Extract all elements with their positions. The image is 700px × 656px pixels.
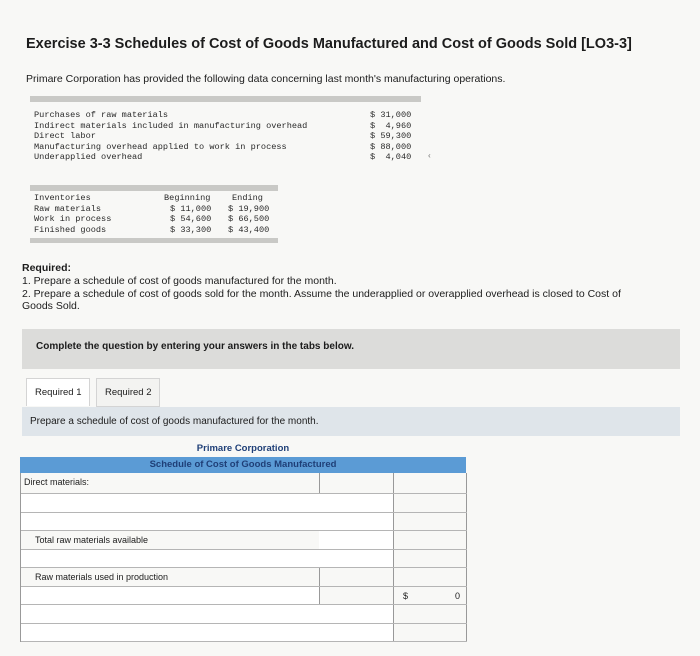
row-label: Work in process: [34, 214, 112, 224]
table-row: [34, 142, 424, 153]
amount-input[interactable]: [319, 624, 394, 642]
beginning-value: $ 11,000: [170, 203, 212, 214]
row-label: Raw materials: [34, 203, 102, 214]
label-input[interactable]: [21, 587, 320, 605]
total-cell: [394, 605, 467, 623]
ending-value: $ 43,400: [228, 224, 270, 235]
beginning-value: $ 33,300: [170, 224, 212, 235]
amount-cell: [319, 587, 394, 605]
schedule-grid: [20, 473, 467, 642]
row-value: $ 4,960: [370, 120, 412, 131]
table-row: [34, 214, 284, 225]
label-cell: [21, 473, 320, 493]
amount-input[interactable]: [319, 550, 394, 568]
schedule-row: [21, 531, 467, 550]
total-value: 0: [454, 590, 460, 601]
cursor-mark-icon: ‹: [427, 152, 432, 161]
row-value: $ 59,300: [370, 131, 412, 141]
required-item-2-line-2: Goods Sold.: [22, 300, 80, 312]
row-value: $ 31,000: [370, 110, 412, 120]
schedule-row: [21, 473, 467, 494]
amount-input[interactable]: [319, 605, 394, 623]
schedule-row: [21, 624, 467, 643]
direct-materials-label: Direct materials:: [24, 477, 90, 487]
currency-symbol: $: [403, 590, 409, 601]
tab-required-1[interactable]: Required 1: [26, 378, 90, 406]
instructions-text: Complete the question by entering your answers in the tabs below.: [36, 341, 355, 352]
intro-text: Primare Corporation has provided the following data concerning last month's manufacturing operations.: [26, 73, 506, 85]
amount-input[interactable]: [319, 494, 394, 512]
inventory-band-top: [30, 185, 278, 191]
total-cell: [394, 587, 467, 605]
ending-value: $ 66,500: [228, 214, 270, 224]
beginning-value: $ 54,600: [170, 214, 212, 224]
schedule-row: [21, 513, 467, 532]
schedule-row: [21, 587, 467, 606]
ending-value: $ 19,900: [228, 203, 270, 214]
table-row: [34, 121, 424, 132]
schedule-title: Schedule of Cost of Goods Manufactured: [149, 459, 337, 470]
row-value: $ 88,000: [370, 141, 412, 152]
schedule-row: [21, 494, 467, 513]
row-label: Underapplied overhead: [34, 152, 143, 162]
schedule-title-bar: [20, 457, 466, 473]
schedule-row: [21, 550, 467, 569]
total-cell: [394, 568, 467, 586]
col-header-beginning: Beginning: [164, 193, 211, 203]
amount-input[interactable]: [319, 531, 394, 549]
row-label: Purchases of raw materials: [34, 110, 169, 120]
raw-materials-used-label: Raw materials used in production: [35, 572, 169, 582]
table-row: [34, 110, 424, 121]
inventory-table: [34, 193, 284, 235]
table-row: [34, 225, 284, 236]
label-input[interactable]: [21, 494, 320, 512]
amount-input[interactable]: [319, 513, 394, 531]
row-value: $ 4,040: [370, 152, 412, 162]
label-input[interactable]: [21, 550, 320, 568]
label-input[interactable]: [21, 605, 320, 623]
total-cell: [394, 624, 467, 642]
inventory-band-bottom: [30, 238, 278, 243]
col-header-ending: Ending: [232, 193, 263, 203]
cost-data-table: [34, 110, 432, 163]
total-cell: [394, 513, 467, 531]
label-cell: [21, 568, 320, 586]
required-item-1: 1. Prepare a schedule of cost of goods manufactured for the month.: [22, 275, 337, 287]
required-heading: Required:: [22, 262, 72, 274]
table-header-row: [34, 193, 284, 204]
col-header-label: Inventories: [34, 193, 91, 203]
tab-instruction-text: Prepare a schedule of cost of goods manufactured for the month.: [30, 416, 319, 427]
total-raw-materials-label: Total raw materials available: [35, 535, 149, 545]
total-cell: [394, 494, 467, 512]
schedule-company: Primare Corporation: [196, 443, 290, 454]
total-cell: [394, 550, 467, 568]
schedule-row: [21, 605, 467, 624]
row-label: Indirect materials included in manufacturing overhead: [34, 120, 308, 131]
label-input[interactable]: [21, 624, 320, 642]
total-cell: [394, 531, 467, 549]
amount-cell: [319, 568, 394, 586]
amount-cell: [319, 473, 394, 493]
row-label: Direct labor: [34, 131, 96, 141]
table-band-top: [30, 96, 421, 102]
required-item-2-line-1: 2. Prepare a schedule of cost of goods sold for the month. Assume the underapplied or overapplied overhead is closed to Cost of: [22, 288, 621, 300]
row-label: Manufacturing overhead applied to work in process: [34, 141, 287, 152]
exercise-title: Exercise 3-3 Schedules of Cost of Goods Manufactured and Cost of Goods Sold [LO3-3]: [26, 36, 632, 52]
table-row: [34, 131, 424, 142]
instructions-box: [22, 329, 680, 369]
schedule-row: [21, 568, 467, 587]
tab-instruction-bar: [22, 407, 680, 436]
total-cell: [394, 473, 467, 493]
label-cell: [21, 531, 320, 549]
row-label: Finished goods: [34, 224, 107, 235]
tab-required-2[interactable]: Required 2: [96, 378, 160, 407]
label-input[interactable]: [21, 513, 320, 531]
table-row: [34, 152, 432, 163]
table-row: [34, 204, 284, 215]
